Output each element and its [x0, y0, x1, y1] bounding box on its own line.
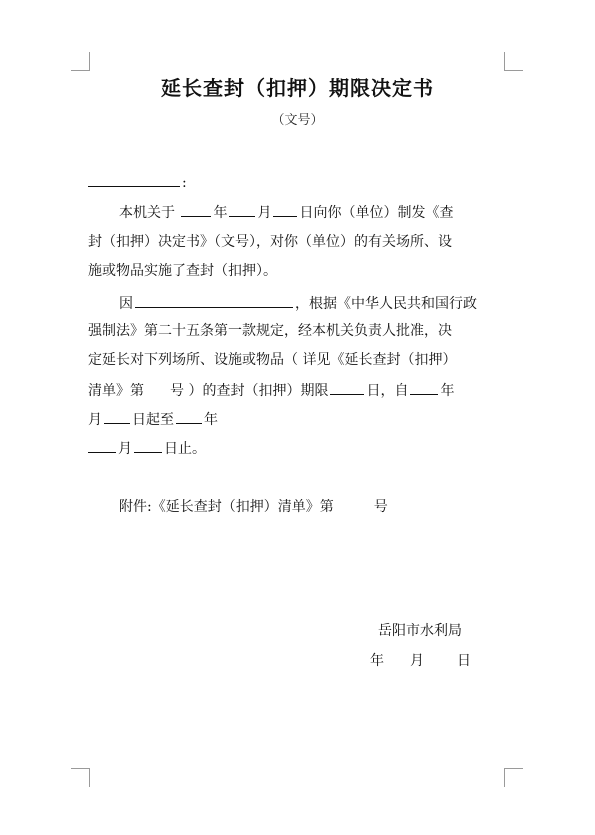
para1-year-label: 年 [213, 205, 228, 221]
para1-day-blank [273, 202, 297, 217]
para2-days-blank [330, 380, 364, 395]
para2-because: 因 [119, 296, 133, 312]
para2-from-day-blank [104, 409, 130, 424]
para2-list-suffix: 号 ）的查封（扣押）期限 [170, 383, 329, 399]
para1-month-label: 月 [257, 205, 272, 221]
para2-from-month-label: 月 [88, 412, 102, 428]
para2-line2: 强制法》第二十五条第一款规定，经本机关负责人批准，决 [88, 323, 452, 339]
attachment-prefix: 附件:《延长查封（扣押）清单》第 [119, 499, 334, 515]
document-title: 延长查封（扣押）期限决定书 [161, 76, 434, 100]
addressee-colon: : [182, 175, 187, 191]
crop-mark-bottom-left [71, 768, 90, 787]
para2-reason-blank [135, 293, 293, 308]
crop-mark-top-right [504, 52, 523, 71]
attachment-line [88, 498, 508, 516]
para2-days-label: 日，自 [366, 383, 409, 399]
para2-line4 [88, 380, 508, 400]
para1-line1 [88, 202, 508, 222]
para2-to-month-blank [88, 438, 116, 453]
para2-from-year-blank [410, 380, 438, 395]
para1-line2: 封（扣押）决定书》（文号），对你（单位）的有关场所、设 [88, 234, 452, 250]
signature-year: 年 [370, 653, 384, 669]
para2-line1 [88, 293, 508, 313]
para2-end-label: 日止。 [164, 441, 206, 457]
attachment-suffix: 号 [373, 499, 388, 515]
para2-line5 [88, 409, 508, 429]
para2-to-year-label: 年 [204, 412, 218, 428]
para2-from-year-label: 年 [440, 383, 455, 399]
addressee-line [88, 172, 508, 192]
signature-month: 月 [410, 653, 424, 669]
signature-day: 日 [457, 653, 471, 669]
crop-mark-top-left [71, 52, 90, 71]
para2-line6 [88, 438, 508, 458]
para1-intro: 本机关于 [119, 205, 175, 221]
document-number: （文号） [271, 113, 324, 128]
signing-organization: 岳阳市水利局 [378, 623, 462, 639]
para2-to-year-blank [176, 409, 202, 424]
para2-list-prefix: 清单》第 [88, 383, 144, 399]
para1-line3: 施或物品实施了查封（扣押）。 [88, 263, 277, 279]
para1-line1-rest: 日向你（单位）制发《查 [299, 205, 454, 221]
crop-mark-bottom-right [504, 768, 523, 787]
para1-month-blank [229, 202, 255, 217]
para2-line3: 定延长对下列场所、设施或物品（ 详见《延长查封（扣押） [88, 352, 457, 368]
addressee-blank [88, 172, 180, 187]
para2-to-day-blank [134, 438, 162, 453]
para2-line1-rest: ，根据《中华人民共和国行政 [295, 296, 477, 312]
para2-until-label: 日起至 [132, 412, 174, 428]
para1-year-blank [181, 202, 211, 217]
para2-to-month-label: 月 [118, 441, 132, 457]
